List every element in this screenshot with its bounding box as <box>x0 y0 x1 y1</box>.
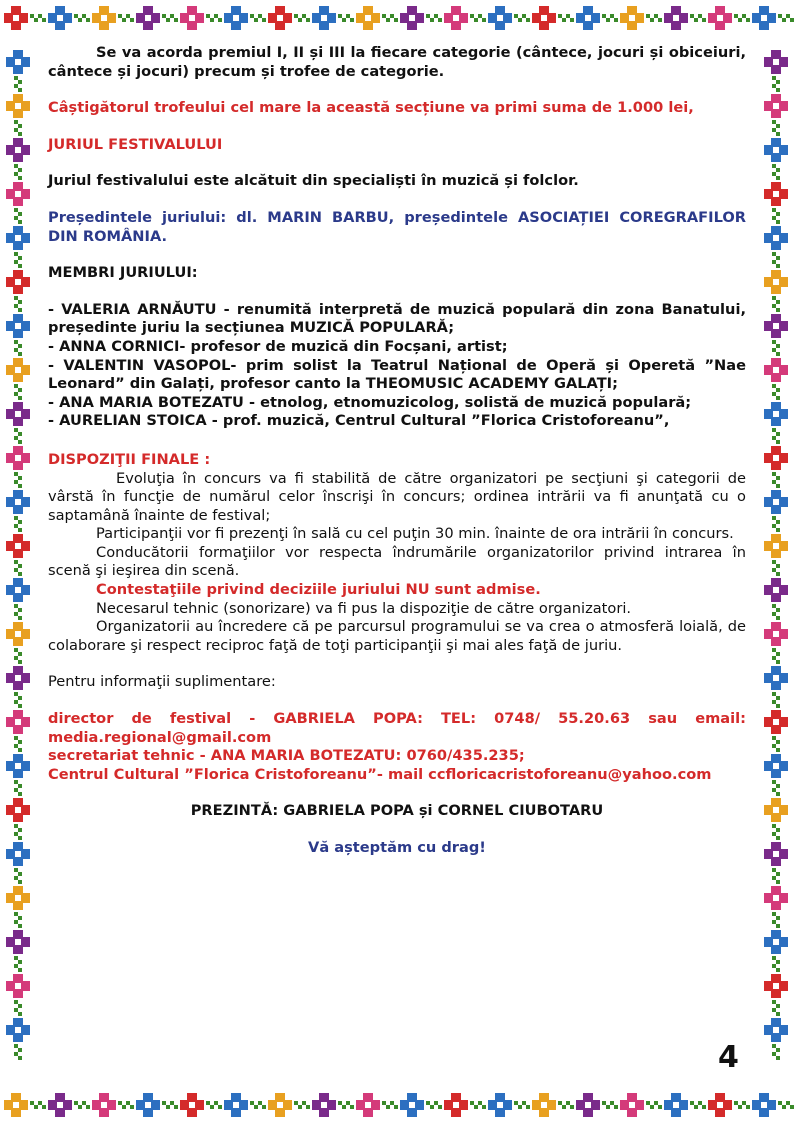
embroidery-flower <box>488 6 512 30</box>
embroidery-flower <box>6 1018 30 1042</box>
embroidery-flower <box>268 1093 292 1117</box>
embroidery-flower <box>488 1093 512 1117</box>
embroidery-flower <box>708 6 732 30</box>
embroidery-flower <box>764 622 788 646</box>
embroidery-flower <box>6 842 30 866</box>
trophy-prize: Câștigătorul trofeului cel mare la această secțiune va primi suma de 1.000 lei, <box>48 99 694 117</box>
embroidery-leaf <box>162 1101 178 1109</box>
jury-member: - AURELIAN STOICA - prof. muzică, Centrul Cultural ”Florica Cristoforeanu”, <box>48 412 670 430</box>
embroidery-leaf <box>14 120 22 136</box>
embroidery-flower <box>400 6 424 30</box>
embroidery-flower <box>444 1093 468 1117</box>
embroidery-leaf <box>602 14 618 22</box>
embroidery-flower <box>764 754 788 778</box>
embroidery-flower <box>444 6 468 30</box>
closing-line: Vă așteptăm cu drag! <box>308 839 486 856</box>
embroidery-leaf <box>118 1101 134 1109</box>
presenters: PREZINTĂ: GABRIELA POPA și CORNEL CIUBOTARU <box>190 802 604 820</box>
embroidery-leaf <box>250 14 266 22</box>
embroidery-leaf <box>14 560 22 576</box>
embroidery-leaf <box>14 604 22 620</box>
embroidery-leaf <box>772 384 780 400</box>
jury-heading: JURIUL FESTIVALULUI <box>48 135 223 153</box>
embroidery-flower <box>224 6 248 30</box>
embroidery-flower <box>764 886 788 910</box>
embroidery-leaf <box>14 780 22 796</box>
embroidery-leaf <box>14 692 22 708</box>
embroidery-leaf <box>558 14 574 22</box>
embroidery-flower <box>764 798 788 822</box>
embroidery-flower <box>764 534 788 558</box>
embroidery-flower <box>6 94 30 118</box>
embroidery-leaf <box>772 912 780 928</box>
embroidery-flower <box>224 1093 248 1117</box>
embroidery-leaf <box>14 516 22 532</box>
embroidery-leaf <box>690 14 706 22</box>
embroidery-leaf <box>14 824 22 840</box>
final-paragraph: Conducătorii formaţiilor vor respecta îndrumările organizatorilor privind intrarea în scenă şi ieşirea din scenă. <box>48 543 746 580</box>
embroidery-leaf <box>772 428 780 444</box>
embroidery-leaf <box>74 1101 90 1109</box>
embroidery-leaf <box>14 868 22 884</box>
embroidery-leaf <box>74 14 90 22</box>
embroidery-leaf <box>772 648 780 664</box>
embroidery-flower <box>764 182 788 206</box>
embroidery-leaf <box>772 516 780 532</box>
embroidery-leaf <box>14 384 22 400</box>
embroidery-flower <box>6 798 30 822</box>
embroidery-flower <box>6 138 30 162</box>
embroidery-flower <box>6 886 30 910</box>
embroidery-flower <box>6 974 30 998</box>
embroidery-flower <box>620 1093 644 1117</box>
jury-member: - ANA MARIA BOTEZATU - etnolog, etnomuzicolog, solistă de muzică populară; <box>48 393 692 411</box>
embroidery-flower <box>6 314 30 338</box>
embroidery-leaf <box>250 1101 266 1109</box>
embroidery-flower <box>764 270 788 294</box>
embroidery-leaf <box>338 1101 354 1109</box>
embroidery-leaf <box>734 14 750 22</box>
embroidery-flower <box>268 6 292 30</box>
embroidery-leaf <box>382 1101 398 1109</box>
intro-paragraph: Se va acorda premiul I, II și III la fiecare categorie (cântece, jocuri și obiceiuri, cântece și jocuri) precum și trofee de categorie. <box>48 44 746 80</box>
embroidery-flower <box>764 402 788 426</box>
embroidery-leaf <box>14 164 22 180</box>
embroidery-leaf <box>162 14 178 22</box>
jury-member: - VALENTIN VASOPOL- prim solist la Teatrul Național de Operă și Operetă ”Nae Leonard” din Galați, profesor canto la THEOMUSIC ACADEMY GALAȚI; <box>48 356 746 393</box>
embroidery-leaf <box>778 1101 794 1109</box>
embroidery-flower <box>620 6 644 30</box>
embroidery-flower <box>6 930 30 954</box>
embroidery-leaf <box>690 1101 706 1109</box>
embroidery-leaf <box>772 780 780 796</box>
embroidery-flower <box>764 930 788 954</box>
embroidery-flower <box>764 446 788 470</box>
embroidery-leaf <box>14 252 22 268</box>
embroidery-flower <box>576 6 600 30</box>
embroidery-leaf <box>646 1101 662 1109</box>
embroidery-leaf <box>14 428 22 444</box>
embroidery-flower <box>752 6 776 30</box>
embroidery-flower <box>136 6 160 30</box>
embroidery-leaf <box>14 472 22 488</box>
page-number: 4 <box>718 1040 739 1075</box>
embroidery-flower <box>180 6 204 30</box>
embroidery-flower <box>312 6 336 30</box>
jury-intro: Juriul festivalului este alcătuit din specialiști în muzică și folclor. <box>48 172 579 190</box>
embroidery-leaf <box>772 560 780 576</box>
embroidery-flower <box>764 1018 788 1042</box>
embroidery-flower <box>6 358 30 382</box>
embroidery-flower <box>6 50 30 74</box>
embroidery-leaf <box>14 956 22 972</box>
embroidery-flower <box>764 490 788 514</box>
embroidery-leaf <box>772 340 780 356</box>
embroidery-flower <box>664 1093 688 1117</box>
embroidery-leaf <box>772 692 780 708</box>
page-content <box>48 44 746 858</box>
embroidery-leaf <box>772 956 780 972</box>
embroidery-flower <box>576 1093 600 1117</box>
embroidery-leaf <box>14 736 22 752</box>
embroidery-flower <box>532 1093 556 1117</box>
embroidery-leaf <box>338 14 354 22</box>
contact-line: secretariat tehnic - ANA MARIA BOTEZATU: 0760/435.235; <box>48 747 525 765</box>
embroidery-leaf <box>772 1000 780 1016</box>
contact-line: director de festival - GABRIELA POPA: TEL: 0748/ 55.20.63 sau email: media.regional@gmail.com <box>48 710 746 746</box>
final-paragraph: Organizatorii au încredere că pe parcursul programului se va crea o atmosferă loială, de colaborare şi respect reciproc faţă de toţi participanţii şi mai ales faţă de juriu. <box>48 618 746 654</box>
embroidery-flower <box>4 6 28 30</box>
embroidery-leaf <box>778 14 794 22</box>
embroidery-flower <box>764 710 788 734</box>
embroidery-flower <box>92 1093 116 1117</box>
embroidery-leaf <box>206 1101 222 1109</box>
embroidery-flower <box>48 6 72 30</box>
embroidery-flower <box>48 1093 72 1117</box>
embroidery-flower <box>92 6 116 30</box>
embroidery-leaf <box>118 14 134 22</box>
embroidery-leaf <box>772 472 780 488</box>
embroidery-flower <box>532 6 556 30</box>
embroidery-flower <box>356 6 380 30</box>
embroidery-flower <box>6 270 30 294</box>
embroidery-leaf <box>206 14 222 22</box>
embroidery-leaf <box>734 1101 750 1109</box>
embroidery-leaf <box>14 1044 22 1060</box>
embroidery-leaf <box>14 296 22 312</box>
embroidery-flower <box>6 534 30 558</box>
embroidery-flower <box>6 578 30 602</box>
embroidery-flower <box>180 1093 204 1117</box>
embroidery-leaf <box>382 14 398 22</box>
embroidery-flower <box>6 754 30 778</box>
embroidery-leaf <box>772 868 780 884</box>
jury-member: - ANNA CORNICI- profesor de muzică din Focșani, artist; <box>48 337 508 355</box>
embroidery-leaf <box>772 76 780 92</box>
info-heading: Pentru informaţii suplimentare: <box>48 673 276 691</box>
embroidery-leaf <box>14 208 22 224</box>
embroidery-leaf <box>772 296 780 312</box>
embroidery-leaf <box>30 1101 46 1109</box>
embroidery-leaf <box>470 14 486 22</box>
final-heading: DISPOZIŢII FINALE : <box>48 450 211 468</box>
embroidery-flower <box>312 1093 336 1117</box>
embroidery-flower <box>400 1093 424 1117</box>
jury-member: - VALERIA ARNĂUTU - renumită interpretă de muzică populară din zona Banatului, președinte juriu la secțiunea MUZICĂ POPULARĂ; <box>48 300 746 337</box>
embroidery-leaf <box>602 1101 618 1109</box>
embroidery-leaf <box>426 1101 442 1109</box>
embroidery-leaf <box>772 120 780 136</box>
contestation-notice: Contestaţiile privind deciziile juriului NU sunt admise. <box>96 581 541 599</box>
embroidery-leaf <box>772 252 780 268</box>
embroidery-flower <box>708 1093 732 1117</box>
embroidery-leaf <box>30 14 46 22</box>
embroidery-flower <box>764 50 788 74</box>
embroidery-flower <box>764 94 788 118</box>
embroidery-leaf <box>772 1044 780 1060</box>
embroidery-leaf <box>646 14 662 22</box>
embroidery-leaf <box>14 76 22 92</box>
embroidery-flower <box>6 226 30 250</box>
embroidery-flower <box>764 138 788 162</box>
embroidery-flower <box>764 226 788 250</box>
embroidery-flower <box>764 358 788 382</box>
embroidery-leaf <box>14 1000 22 1016</box>
embroidery-flower <box>764 578 788 602</box>
embroidery-leaf <box>772 164 780 180</box>
embroidery-leaf <box>558 1101 574 1109</box>
embroidery-leaf <box>772 736 780 752</box>
embroidery-leaf <box>514 14 530 22</box>
embroidery-flower <box>664 6 688 30</box>
embroidery-flower <box>764 314 788 338</box>
embroidery-leaf <box>772 604 780 620</box>
final-paragraph: Evoluţia în concurs va fi stabilită de către organizatori pe secţiuni şi categorii de vârstă în funcţie de numărul celor înscrişi în concurs; ordinea intrării va fi anunţată cu o saptamână înainte de festival; <box>48 469 746 524</box>
jury-president: Președintele juriului: dl. MARIN BARBU, președintele ASOCIAȚIEI COREGRAFILOR DIN ROMÂNIA. <box>48 208 746 245</box>
embroidery-leaf <box>514 1101 530 1109</box>
members-heading: MEMBRI JURIULUI: <box>48 264 198 282</box>
embroidery-flower <box>764 842 788 866</box>
embroidery-flower <box>4 1093 28 1117</box>
embroidery-leaf <box>14 912 22 928</box>
embroidery-flower <box>6 402 30 426</box>
embroidery-leaf <box>426 14 442 22</box>
embroidery-flower <box>6 490 30 514</box>
embroidery-flower <box>764 666 788 690</box>
embroidery-flower <box>6 446 30 470</box>
embroidery-flower <box>6 710 30 734</box>
embroidery-flower <box>136 1093 160 1117</box>
embroidery-leaf <box>294 1101 310 1109</box>
embroidery-flower <box>6 666 30 690</box>
final-paragraph: Necesarul tehnic (sonorizare) va fi pus la dispoziţie de către organizatori. <box>96 599 632 617</box>
embroidery-leaf <box>14 648 22 664</box>
embroidery-leaf <box>470 1101 486 1109</box>
embroidery-flower <box>356 1093 380 1117</box>
embroidery-leaf <box>772 208 780 224</box>
contact-line: Centrul Cultural ”Florica Cristoforeanu”- mail ccfloricacristoforeanu@yahoo.com <box>48 765 712 783</box>
embroidery-flower <box>6 182 30 206</box>
embroidery-flower <box>764 974 788 998</box>
embroidery-flower <box>6 622 30 646</box>
embroidery-leaf <box>294 14 310 22</box>
embroidery-leaf <box>772 824 780 840</box>
embroidery-flower <box>752 1093 776 1117</box>
final-paragraph: Participanţii vor fi prezenţi în sală cu cel puţin 30 min. înainte de ora intrării în concurs. <box>96 525 734 543</box>
embroidery-leaf <box>14 340 22 356</box>
